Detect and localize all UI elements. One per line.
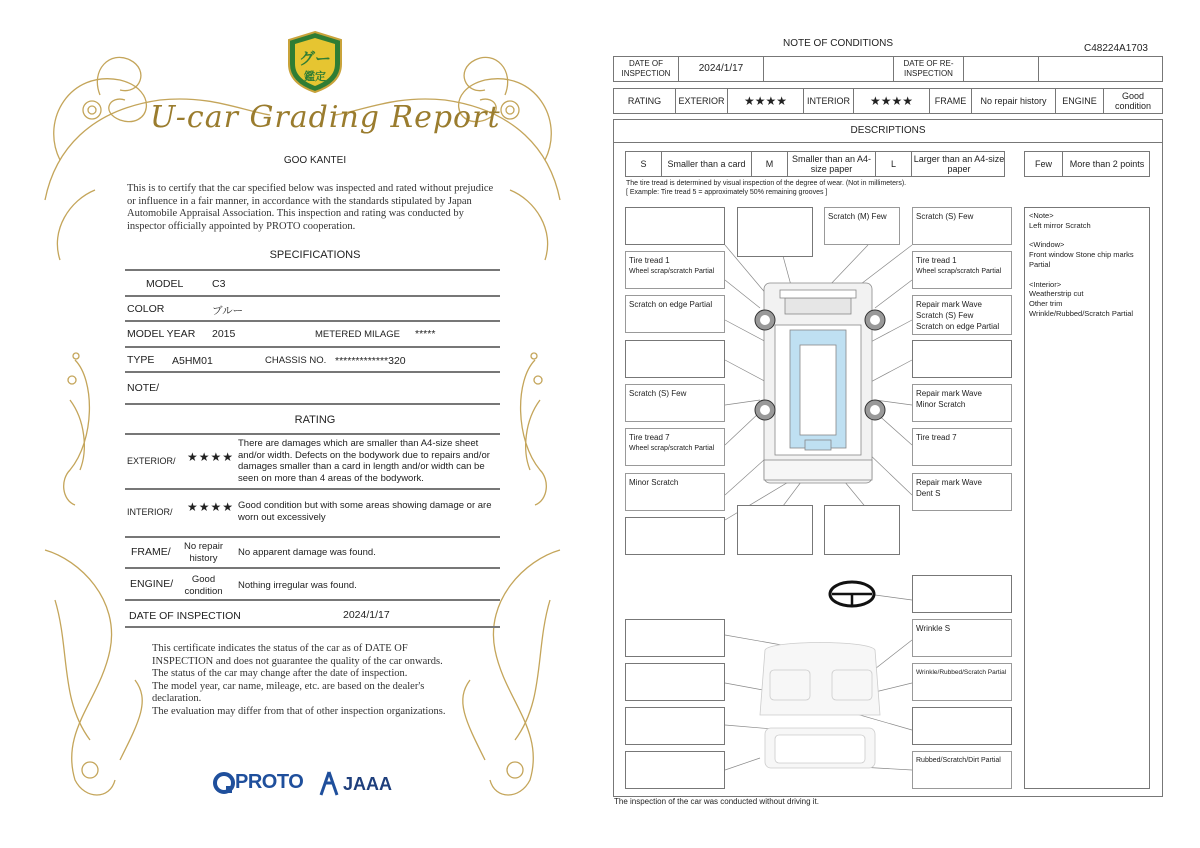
interior-label: INTERIOR [804, 89, 854, 113]
color-value: ブルー [212, 305, 244, 317]
legend-few: Few [1025, 152, 1063, 176]
exterior-stars: ★★★★ [728, 89, 804, 113]
frame-label: FRAME [930, 89, 972, 113]
frame-description: No apparent damage was found. [238, 547, 376, 558]
interior-label: INTERIOR/ [127, 507, 173, 517]
divider [125, 403, 500, 405]
damage-box-left-3: Scratch on edge Partial [625, 295, 725, 333]
damage-box-left-6 [625, 428, 725, 466]
divider [125, 295, 500, 297]
damage-box-right-7: Repair mark Wave Dent S [912, 473, 1012, 511]
jaaa-logo [318, 771, 392, 797]
metered-milage-value: ***** [415, 328, 436, 340]
damage-box-right-2 [912, 251, 1012, 289]
proto-logo [213, 771, 303, 794]
type-value: A5HM01 [172, 355, 213, 367]
tire-tread-label: Tire tread 1 [629, 256, 670, 265]
engine-label: ENGINE/ [130, 578, 174, 590]
damage-box-right-4 [912, 340, 1012, 378]
rating-label: RATING [614, 89, 676, 113]
chassis-label: CHASSIS NO. [265, 355, 327, 366]
damage-box-bottom-mid-left [737, 505, 813, 555]
damage-box-bottom-mid-right [824, 505, 900, 555]
tire-note-2: [ Example: Tire tread 5 = approximately 50% remaining grooves ] [626, 189, 828, 196]
rating-heading: RATING [294, 414, 336, 426]
damage-box-top-right: Scratch (S) Few [912, 207, 1012, 245]
tire-note-1: The tire tread is determined by visual inspection of the degree of wear. (Not in millimeters). [626, 180, 907, 187]
exterior-label: EXTERIOR/ [127, 456, 176, 466]
type-label: TYPE [127, 354, 155, 366]
certification-paragraph: This is to certify that the car specified below was inspected and rated without prejudice or influence in a fair manner, in accordance with the standards stipulated by Japan Automobile Appraisal Association. This inspection and rating was conducted by inspector officially appointed by PROTO cooperation. [127, 183, 494, 232]
damage-box-left-8 [625, 517, 725, 555]
divider [125, 536, 500, 538]
interior-diagram [760, 643, 880, 769]
steering-wheel-icon [830, 582, 874, 606]
interior-box-left-4 [625, 751, 725, 789]
report-title: U-car Grading Report [150, 100, 501, 135]
tire-tread-label: Tire tread 1 [916, 256, 957, 265]
general-notes-panel: <Note> Left mirror Scratch <Window> Front window Stone chip marks Partial <Interior> Weatherstrip cut Other trim Wrinkle/Rubbed/Scratch Partial [1024, 207, 1150, 789]
wheel-scratch-label: Wheel scrap/scratch Partial [916, 268, 1002, 275]
sheet-title: NOTE OF CONDITIONS [783, 38, 893, 49]
proto-mark-icon [213, 772, 235, 794]
legend-m: M [752, 152, 788, 176]
note-of-conditions-sheet [600, 0, 1200, 848]
descriptions-heading: DESCRIPTIONS [613, 119, 1163, 143]
interior-stars: ★★★★ [854, 89, 930, 113]
divider [125, 488, 500, 490]
svg-text:鑑定: 鑑定 [304, 70, 326, 83]
interior-stars: ★★★★ [187, 500, 235, 514]
interior-box-left-2 [625, 663, 725, 701]
damage-box-top-left [625, 207, 725, 245]
metered-milage-label: METERED MILAGE [315, 329, 400, 340]
steering-box [912, 575, 1012, 613]
frame-value: No repair history [183, 541, 224, 564]
date-of-inspection-label: DATE OF INSPECTION [614, 57, 679, 81]
goo-kantei-badge-logo [287, 30, 343, 94]
interior-box-right-1: Wrinkle S [912, 619, 1012, 657]
engine-description: Nothing irregular was found. [238, 580, 357, 591]
damage-box-top-mid-right: Scratch (M) Few [824, 207, 900, 245]
interior-box-right-2: Wrinkle/Rubbed/Scratch Partial [912, 663, 1012, 701]
engine-value: Good condition [1114, 91, 1152, 111]
damage-box-left-2 [625, 251, 725, 289]
divider [125, 269, 500, 271]
wheel-scratch-label: Wheel scrap/scratch Partial [629, 268, 715, 275]
exterior-description: There are damages which are smaller than A4-size sheet and/or width. Defects on the bodywork due to repairs and/or damages smaller than a card in length and/or width can be seen on more than 4 areas of the bodywork. [238, 438, 490, 484]
frame-value: No repair history [972, 89, 1056, 113]
sheet-footer: The inspection of the car was conducted without driving it. [614, 797, 819, 806]
certificate-disclaimer: This certificate indicates the status of the car as of DATE OF INSPECTION and does not guarantee the quality of the car onwards. The status of the car may change after the date of inspection. The model year, car name, mileage, etc. are based on the dealer's declaration. The evaluation may differ from that of other inspection organizations. [152, 643, 446, 717]
date-of-inspection-label: DATE OF INSPECTION [129, 610, 241, 622]
legend-l: L [876, 152, 912, 176]
damage-box-right-5: Repair mark Wave Minor Scratch [912, 384, 1012, 422]
model-year-value: 2015 [212, 328, 236, 340]
legend-few-desc: More than 2 points [1069, 159, 1145, 169]
interior-description: Good condition but with some areas showing damage or are worn out excessively [238, 500, 492, 523]
date-of-reinspection-label: DATE OF RE-INSPECTION [894, 57, 964, 81]
damage-box-right-6: Tire tread 7 [912, 428, 1012, 466]
divider [125, 599, 500, 601]
legend-s: S [626, 152, 662, 176]
interior-box-right-4: Rubbed/Scratch/Dirt Partial [912, 751, 1012, 789]
divider [125, 626, 500, 628]
legend-m-desc: Smaller than an A4-size paper [788, 152, 876, 176]
engine-label: ENGINE [1056, 89, 1104, 113]
exterior-stars: ★★★★ [187, 450, 235, 464]
engine-value: Good condition [184, 574, 223, 597]
chassis-value: *************320 [335, 355, 406, 367]
legend-s-desc: Smaller than a card [662, 152, 752, 176]
model-year-label: MODEL YEAR [127, 328, 196, 340]
specifications-heading: SPECIFICATIONS [269, 249, 361, 261]
report-code: C48224A1703 [1084, 43, 1148, 54]
damage-box-right-3: Repair mark Wave Scratch (S) Few Scratch on edge Partial [912, 295, 1012, 335]
jaaa-logo-text: JAAA [343, 773, 393, 794]
proto-logo-text: PROTO [235, 771, 304, 793]
report-subtitle: GOO KANTEI [283, 155, 347, 166]
interior-box-left-1 [625, 619, 725, 657]
exterior-label: EXTERIOR [676, 89, 728, 113]
interior-box-left-3 [625, 707, 725, 745]
color-label: COLOR [127, 303, 165, 315]
legend-l-desc: Larger than an A4-size paper [913, 154, 1005, 174]
note-label: NOTE/ [127, 382, 160, 394]
divider [125, 320, 500, 322]
divider [125, 567, 500, 569]
frame-label: FRAME/ [131, 546, 171, 558]
date-of-inspection-value: 2024/1/17 [679, 57, 764, 81]
divider [125, 371, 500, 373]
damage-box-top-mid-left [737, 207, 813, 257]
damage-box-left-5: Scratch (S) Few [625, 384, 725, 422]
tire-tread-label: Tire tread 7 [629, 433, 670, 442]
divider [125, 433, 500, 435]
divider [125, 346, 500, 348]
jaaa-mark-icon [318, 771, 340, 797]
svg-text:グー: グー [298, 49, 332, 68]
damage-box-left-7: Minor Scratch [625, 473, 725, 511]
wheel-scratch-label: Wheel scrap/scratch Partial [629, 445, 715, 452]
interior-box-right-3 [912, 707, 1012, 745]
model-label: MODEL [146, 278, 184, 290]
date-of-inspection-value: 2024/1/17 [343, 609, 390, 621]
damage-box-left-4 [625, 340, 725, 378]
model-value: C3 [212, 278, 226, 290]
